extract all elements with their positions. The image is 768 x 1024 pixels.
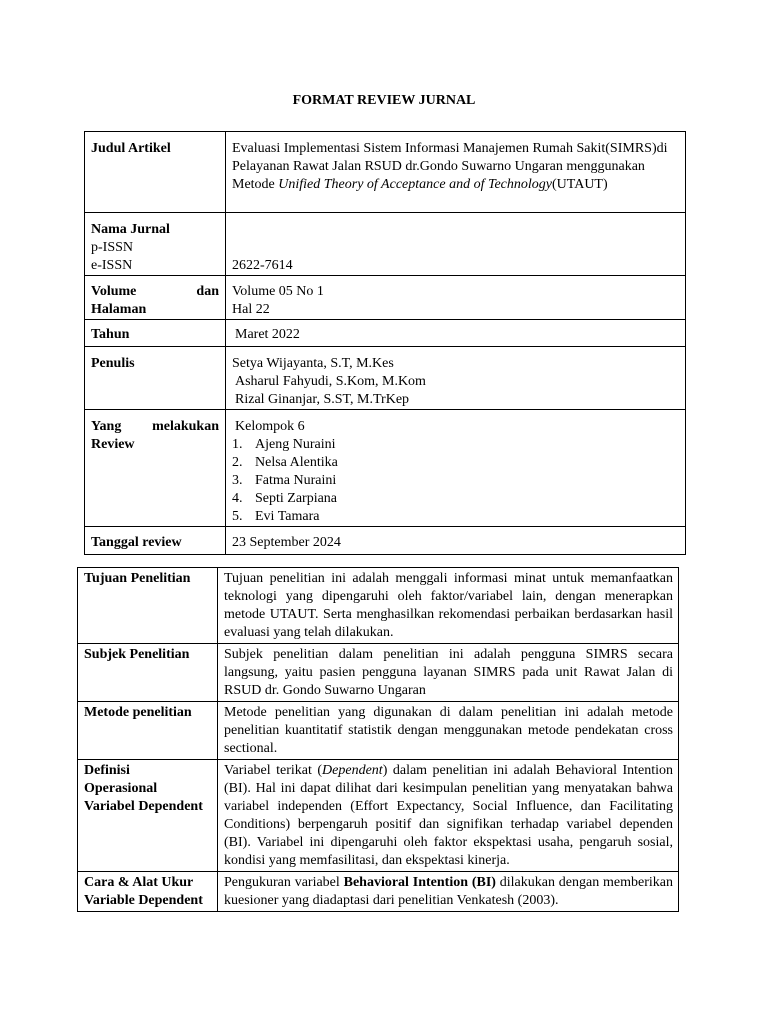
list-item: 2. Nelsa Alentika [232, 455, 338, 470]
halaman-value: Hal 22 [232, 302, 270, 317]
reviewer-label-2: melakukan [152, 419, 219, 434]
list-item: 1. Ajeng Nuraini [232, 437, 336, 452]
definisi-label-2: Operasional [84, 781, 158, 796]
list-item: 4. Septi Zarpiana [232, 491, 338, 506]
table-row [85, 213, 686, 276]
reviewer-label-3: Review [91, 437, 135, 452]
cara-text-bold: Behavioral Intention (BI) [343, 875, 496, 890]
tujuan-label: Tujuan Penelitian [78, 568, 218, 644]
judul-value [226, 132, 686, 213]
penulis-value [226, 347, 686, 410]
metode-label: Metode penelitian [78, 702, 218, 760]
judul-text-italic: Unified Theory of Acceptance and of Technology [278, 177, 552, 192]
definisi-label-1: Definisi [84, 763, 130, 778]
page-title: FORMAT REVIEW JURNAL [292, 93, 476, 108]
penulis-label: Penulis [85, 347, 226, 410]
table-row [78, 644, 679, 702]
tahun-text: Maret 2022 [235, 327, 300, 342]
volume-value: Volume 05 No 1 [232, 284, 324, 299]
definisi-text-rest: ) dalam penelitian ini adalah Behavioral Intention (BI). Hal ini dapat dilihat dari kesimpulan penelitian yang menyatakan bahwa variabel independen (Effort Expectancy, Social Influence, dan Facilitating Conditions) berpengaruh positif dan signifikan terhadap variabel dependen (BI). Variabel ini dipengaruhi oleh faktor ekspektasi usaha, pengaruh sosial, kondisi yang memfasilitasi, dan ekspektasi kinerja. [224, 763, 673, 868]
list-item: 5. Evi Tamara [232, 509, 320, 524]
reviewer-label-cell [85, 410, 226, 527]
subjek-label: Subjek Penelitian [78, 644, 218, 702]
reviewer-label: Yang [91, 419, 122, 434]
member-list [232, 436, 679, 526]
tahun-label: Tahun [85, 320, 226, 347]
list-item: 3. Fatma Nuraini [232, 473, 337, 488]
eissn-value: 2622-7614 [232, 258, 293, 273]
issn-value-cell [226, 213, 686, 276]
penulis-item: Setya Wijayanta, S.T, M.Kes [232, 356, 394, 371]
halaman-label: Halaman [91, 302, 147, 317]
volume-label-dan: dan [196, 284, 219, 299]
volume-label: Volume [91, 284, 137, 299]
table-row [85, 320, 686, 347]
pissn-label: p-ISSN [91, 240, 134, 255]
kelompok: Kelompok 6 [235, 419, 305, 434]
volume-label-cell [85, 276, 226, 320]
tanggal-value: 23 September 2024 [226, 527, 686, 555]
cara-value [218, 872, 679, 912]
cara-label-2: Variable Dependent [84, 893, 203, 908]
table-row [78, 702, 679, 760]
definisi-text-italic: Dependent [322, 763, 383, 778]
definisi-value [218, 760, 679, 872]
table-row [85, 410, 686, 527]
definisi-label-3: Variabel Dependent [84, 799, 203, 814]
nama-jurnal-cell [85, 213, 226, 276]
penulis-item: Rizal Ginanjar, S.ST, M.TrKep [235, 392, 410, 407]
table-row [85, 132, 686, 213]
table-row [78, 872, 679, 912]
judul-text-suffix: (UTAUT) [552, 177, 608, 192]
table-row [85, 347, 686, 410]
nama-jurnal-label: Nama Jurnal [91, 222, 170, 237]
journal-info-table [84, 131, 686, 555]
metode-value: Metode penelitian yang digunakan di dalam penelitian ini adalah metode penelitian kuantitatif statistik dengan menggunakan metode pendekatan cross sectional. [218, 702, 679, 760]
cara-text: Pengukuran variabel [224, 875, 344, 890]
definisi-text: Variabel terikat ( [224, 763, 323, 778]
cara-label [78, 872, 218, 912]
cara-text-rest: dilakukan dengan memberikan kuesioner yang diadaptasi dari penelitian Venkatesh (2003). [224, 875, 674, 908]
table-row [78, 760, 679, 872]
penulis-item: Asharul Fahyudi, S.Kom, M.Kom [235, 374, 426, 389]
cara-label-1: Cara & Alat Ukur [84, 875, 194, 890]
eissn-label: e-ISSN [91, 258, 133, 273]
tahun-value [226, 320, 686, 347]
definisi-label [78, 760, 218, 872]
reviewer-value-cell [226, 410, 686, 527]
judul-label: Judul Artikel [85, 132, 226, 213]
tanggal-label: Tanggal review [85, 527, 226, 555]
volume-value-cell [226, 276, 686, 320]
research-detail-table [77, 567, 679, 912]
table-row [85, 527, 686, 555]
tujuan-value: Tujuan penelitian ini adalah menggali informasi minat untuk memanfaatkan teknologi yang dipengaruhi oleh faktor/variabel lain, dengan menerapkan metode UTAUT. Serta menghasilkan rekomendasi perbaikan berdasarkan hasil evaluasi yang telah dilakukan. [218, 568, 679, 644]
subjek-value: Subjek penelitian dalam penelitian ini adalah pengguna SIMRS secara langsung, yaitu pasien pengguna layanan SIMRS pada unit Rawat Jalan di RSUD dr. Gondo Suwarno Ungaran [218, 644, 679, 702]
table-row [85, 276, 686, 320]
judul-text: Evaluasi Implementasi Sistem Informasi Manajemen Rumah Sakit(SIMRS)di Pelayanan Rawat Jalan RSUD dr.Gondo Suwarno Ungaran menggunakan Metode [232, 141, 668, 192]
table-row [78, 568, 679, 644]
